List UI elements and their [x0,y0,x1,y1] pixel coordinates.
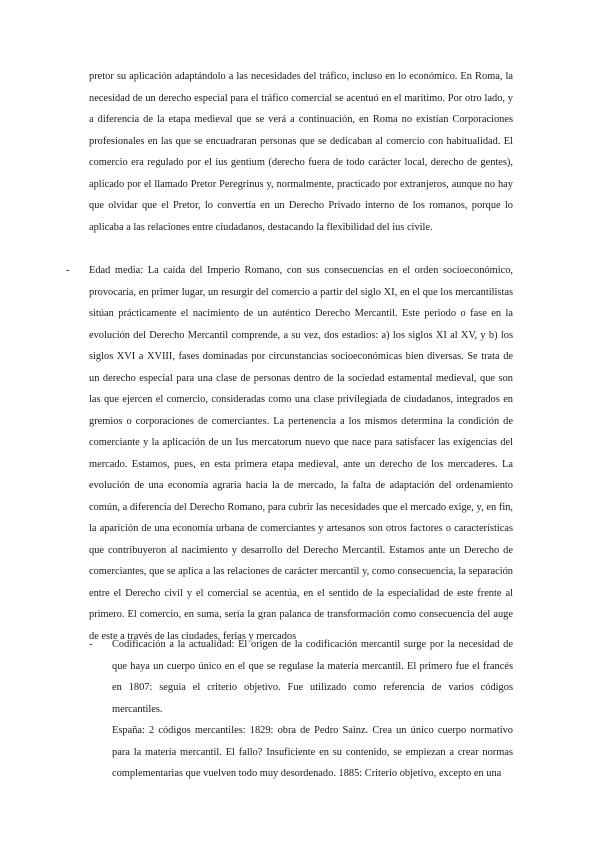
bullet-subtext-espana: España: 2 códigos mercantiles: 1829: obra de Pedro Sainz. Crea un único cuerpo normativo para la materia mercantil. El fallo? Insuficiente en su contenido, se empiezan a crear normas complementarias que vuelven todo muy desordenado. 1885: Criterio objetivo, excepto en una [112,725,513,779]
bullet-text-edad-media: Edad media: La caída del Imperio Romano, con sus consecuencias en el orden socioeconómico, provocaría, en primer lugar, un resurgir del comercio a partir del siglo XI, en el que los mercantilistas sitúan prácticamente el nacimiento de un auténtico Derecho Mercantil. Este periodo o fase en la evolución del Derecho Mercantil comprende, a su vez, dos estadios: a) los siglos XI al XV, y b) los siglos XVI a XVIII, fases dominadas por circunstancias socioeconómicas bien diversas. Se trata de un derecho especial para una clase de personas dentro de la sociedad estamental medieval, que son las que ejercen el comercio, consideradas como una clase privilegiada de ciudadanos, integrados en gremios o corporaciones de comerciantes. La pertenencia a los mismos determina la condición de comerciante y la aplicación de un Ius mercatorum nuevo que nace para satisfacer las exigencias del mercado. Estamos, pues, en esta primera etapa medieval, ante un derecho de los mercaderes. La evolución de una economía agraria hacia la de mercado, la falta de adaptación del ordenamiento común, a diferencia del Derecho Romano, para cubrir las necesidades que el mercado exige, y, en fin, la aparición de una economía urbana de comerciantes y artesanos son otros factores o características que contribuyeron al nacimiento y desarrollo del Derecho Mercantil. Estamos ante un Derecho de comerciantes, que se aplica a las relaciones de carácter mercantil y, como consecuencia, la separación entre el Derecho civil y el comercial se acentúa, en el sentido de la especialidad de este frente al primero. El comercio, en suma, sería la gran palanca de transformación como consecuencia del auge de este a través de las ciudades, ferias y mercados [89,265,513,642]
bullet-marker: - [89,639,93,650]
bullet-text-codificacion: Codificación a la actualidad: El origen de la codificación mercantil surge por la necesidad de que haya un cuerpo único en el que se regulase la materia mercantil. El primero fue el francés en 1807: seguía el criterio objetivo. Fue utilizado como referencia de varios códigos mercantiles. [112,639,513,715]
paragraph-roma: pretor su aplicación adaptándolo a las necesidades del tráfico, incluso en lo económico. En Roma, la necesidad de un derecho especial para el tráfico comercial se acentuó en el marítimo. Por otro lado, y a diferencia de la etapa medieval que se verá a continuación, en Roma no existían Corporaciones profesionales en las que se encuadraran personas que se dedicaban al comercio con habitualidad. El comercio era regulado por el ius gentium (derecho fuera de todo carácter local, derecho de gentes), aplicado por el llamado Pretor Peregrinus y, normalmente, practicado por extranjeros, aunque no hay que olvidar que el Pretor, lo convertía en un Derecho Privado interno de los romanos, porque lo aplicaba a las relaciones entre ciudadanos, destacando la flexibilidad del ius civile. [89,71,513,233]
bullet-marker: - [66,265,70,276]
